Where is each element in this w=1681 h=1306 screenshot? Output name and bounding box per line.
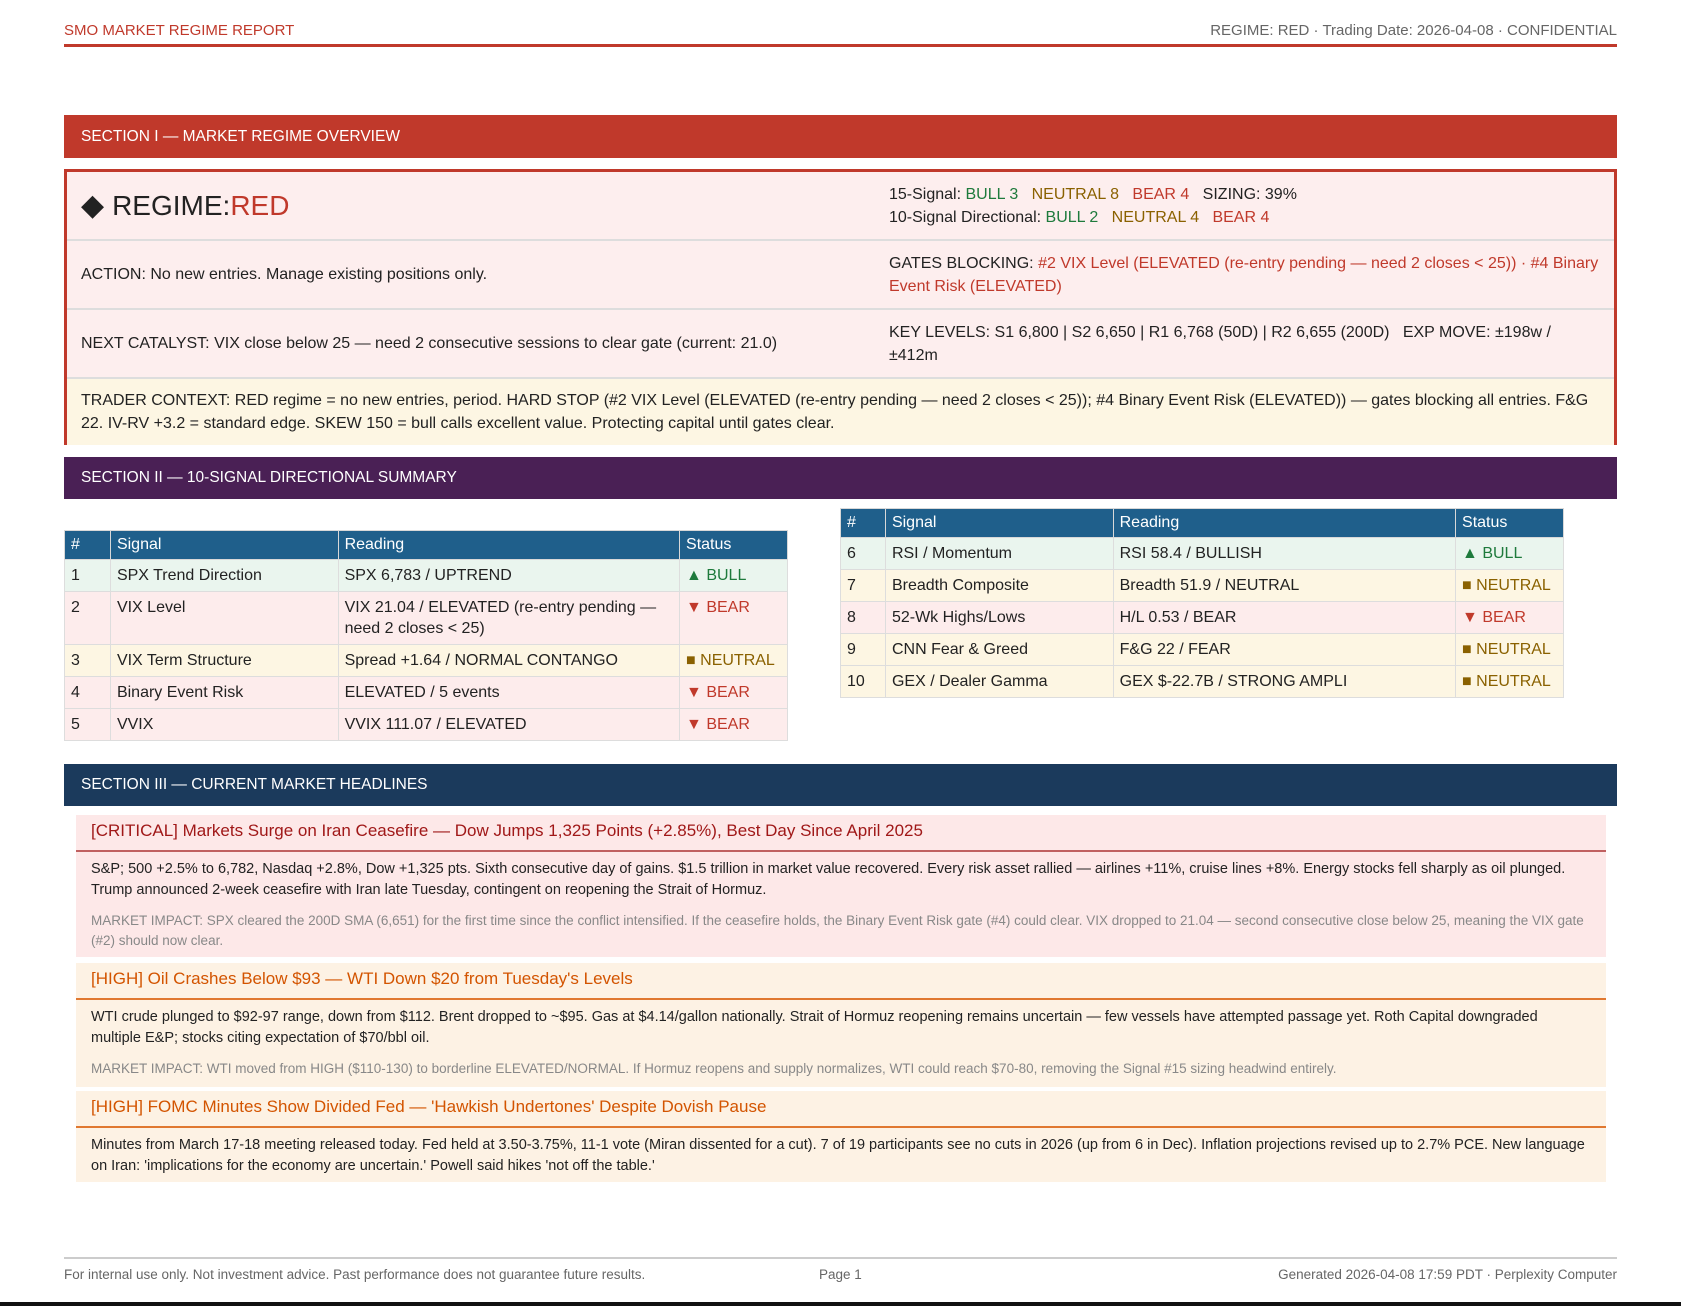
signal-number: 2 [65,592,111,645]
footer-disclaimer: For internal use only. Not investment advice. Past performance does not guarantee future results. [64,1267,646,1282]
status-label: BEAR [706,684,750,701]
triangle-down-icon: ▼ [686,684,702,701]
column-header: Reading [1113,509,1455,538]
signal-status [1456,570,1564,602]
signal-name: VIX Level [110,592,338,645]
signal-15-summary: 15-Signal: BULL 3 NEUTRAL 8 BEAR 4 SIZING: 39% [889,185,1297,203]
table-row [65,645,788,677]
triangle-down-icon: ▼ [1462,609,1478,626]
signal-reading: RSI 58.4 / BULLISH [1113,538,1455,570]
table-row [841,666,1564,698]
signal-status [680,677,788,709]
signal-number: 3 [65,645,111,677]
signal-status [680,709,788,741]
table-header-row [841,509,1564,538]
status-label: BULL [706,567,747,584]
trader-context: TRADER CONTEXT: RED regime = no new entries, period. HARD STOP (#2 VIX Level (ELEVATED (re-entry pending — need 2 closes < 25)); #4 Binary Event Risk (ELEVATED)) — gates blocking all entries. F&G 22. IV-RV +3.2 = standard edge. SKEW 150 = bull calls excellent value. Protecting capital until gates clear. [81,392,1589,432]
column-header: Signal [110,531,338,560]
page-number: Page 1 [819,1267,862,1282]
status-label: NEUTRAL [1476,673,1551,690]
table-row [841,634,1564,666]
headline-card [76,1091,1606,1182]
signal-number: 4 [65,677,111,709]
signal-reading: GEX $-22.7B / STRONG AMPLI [1113,666,1455,698]
signal-number: 1 [65,560,111,592]
signal-number: 8 [841,602,886,634]
square-icon: ■ [1462,673,1472,690]
regime-overview-box [64,169,1617,445]
column-header: Status [1456,509,1564,538]
section-2-header: SECTION II — 10-SIGNAL DIRECTIONAL SUMMARY [64,457,1617,499]
signal-name: VVIX [110,709,338,741]
headline-title: [CRITICAL] Markets Surge on Iran Ceasefire — Dow Jumps 1,325 Points (+2.85%), Best Day Since April 2025 [76,815,1606,852]
signal-name: RSI / Momentum [885,538,1113,570]
table-row [65,709,788,741]
status-label: NEUTRAL [700,652,775,669]
regime-label: REGIME: [112,189,231,221]
square-icon: ■ [686,652,696,669]
table-row [841,538,1564,570]
table-row [841,570,1564,602]
table-row [65,560,788,592]
signal-table-left [64,530,788,741]
signal-name: GEX / Dealer Gamma [885,666,1113,698]
triangle-down-icon: ▼ [686,716,702,733]
table-row [65,677,788,709]
headline-title: [HIGH] Oil Crashes Below $93 — WTI Down $20 from Tuesday's Levels [76,963,1606,1000]
column-header: Signal [885,509,1113,538]
triangle-up-icon: ▲ [1462,545,1478,562]
signal-status [680,645,788,677]
status-label: NEUTRAL [1476,641,1551,658]
headline-impact: MARKET IMPACT: SPX cleared the 200D SMA (6,651) for the first time since the conflict intensified. If the ceasefire holds, the Binary Event Risk gate (#4) could clear. VIX dropped to 21.04 — second consecutive close below 25, meaning the VIX gate (#2) should now clear. [91,913,1584,948]
next-catalyst: NEXT CATALYST: VIX close below 25 — need 2 consecutive sessions to clear gate (current: 21.0) [81,335,778,352]
square-icon: ■ [1462,577,1472,594]
column-header: # [65,531,111,560]
signal-status [1456,602,1564,634]
signal-number: 9 [841,634,886,666]
footer [64,1257,1617,1282]
signal-reading: Breadth 51.9 / NEUTRAL [1113,570,1455,602]
signal-reading: H/L 0.53 / BEAR [1113,602,1455,634]
signal-reading: VVIX 111.07 / ELEVATED [338,709,679,741]
status-label: BEAR [706,716,750,733]
signal-name: Breadth Composite [885,570,1113,602]
regime-value: RED [230,189,290,221]
signal-name: CNN Fear & Greed [885,634,1113,666]
signal-reading: ELEVATED / 5 events [338,677,679,709]
signal-reading: F&G 22 / FEAR [1113,634,1455,666]
signal-number: 6 [841,538,886,570]
signal-name: 52-Wk Highs/Lows [885,602,1113,634]
signal-10-summary: 10-Signal Directional: BULL 2 NEUTRAL 4 BEAR 4 [889,208,1270,226]
headline-body: WTI crude plunged to $92-97 range, down from $112. Brent dropped to ~$95. Gas at $4.14/gallon nationally. Strait of Hormuz reopening remains uncertain — few vessels have attempted passage yet. Roth Capital downgraded multiple E&P; stocks citing expectation of $70/bbl oil. [91,1009,1538,1046]
signal-number: 7 [841,570,886,602]
signal-name: Binary Event Risk [110,677,338,709]
section-3-header: SECTION III — CURRENT MARKET HEADLINES [64,764,1617,806]
signal-table-right [840,508,1564,698]
gates-blocking: GATES BLOCKING: #2 VIX Level (ELEVATED (re-entry pending — need 2 closes < 25)) · #4 Binary Event Risk (ELEVATED) [889,254,1599,295]
signal-status [1456,538,1564,570]
triangle-up-icon: ▲ [686,567,702,584]
status-label: BULL [1482,545,1523,562]
table-header-row [65,531,788,560]
column-header: Status [680,531,788,560]
action-text: ACTION: No new entries. Manage existing positions only. [81,266,488,283]
status-label: BEAR [706,599,750,616]
signal-reading: SPX 6,783 / UPTREND [338,560,679,592]
bottom-border [0,1302,1681,1306]
signal-status [680,592,788,645]
status-label: NEUTRAL [1476,577,1551,594]
signal-status [680,560,788,592]
square-icon: ■ [1462,641,1472,658]
headline-impact: MARKET IMPACT: WTI moved from HIGH ($110-130) to borderline ELEVATED/NORMAL. If Hormuz reopens and supply normalizes, WTI could reach $70-80, removing the Signal #15 sizing headwind entirely. [91,1061,1337,1076]
section-1-header: SECTION I — MARKET REGIME OVERVIEW [64,115,1617,158]
headline-body: S&P; 500 +2.5% to 6,782, Nasdaq +2.8%, Dow +1,325 pts. Sixth consecutive day of gains. $1.5 trillion in market value recovered. Every risk asset rallied — airlines +11%, cruise lines +8%. Energy stocks fell sharply as oil plunged. Trump announced 2-week ceasefire with Iran late Tuesday, contingent on reopening the Strait of Hormuz. [91,861,1566,898]
diamond-icon: ◆ [81,189,105,222]
status-label: BEAR [1482,609,1526,626]
column-header: # [841,509,886,538]
report-header [64,22,1617,47]
signal-name: VIX Term Structure [110,645,338,677]
signal-status [1456,666,1564,698]
headline-title: [HIGH] FOMC Minutes Show Divided Fed — 'Hawkish Undertones' Despite Dovish Pause [76,1091,1606,1128]
table-row [65,592,788,645]
triangle-down-icon: ▼ [686,599,702,616]
headline-card [76,963,1606,1087]
table-row [841,602,1564,634]
report-meta: REGIME: RED · Trading Date: 2026-04-08 · CONFIDENTIAL [1210,22,1617,39]
key-levels: KEY LEVELS: S1 6,800 | S2 6,650 | R1 6,768 (50D) | R2 6,655 (200D) EXP MOVE: ±198w / ±412m [889,323,1556,364]
signal-number: 10 [841,666,886,698]
footer-generated: Generated 2026-04-08 17:59 PDT · Perplexity Computer [1278,1267,1617,1282]
signal-name: SPX Trend Direction [110,560,338,592]
signal-number: 5 [65,709,111,741]
report-title: SMO MARKET REGIME REPORT [64,22,295,39]
signal-status [1456,634,1564,666]
signal-reading: VIX 21.04 / ELEVATED (re-entry pending — need 2 closes < 25) [338,592,679,645]
headline-body: Minutes from March 17-18 meeting released today. Fed held at 3.50-3.75%, 11-1 vote (Miran dissented for a cut). 7 of 19 participants see no cuts in 2026 (up from 6 in Dec). Inflation projections revised up to 2.7% PCE. New language on Iran: 'implications for the economy are uncertain.' Powell said hikes 'not off the table.' [91,1137,1585,1174]
headline-card [76,815,1606,957]
signal-reading: Spread +1.64 / NORMAL CONTANGO [338,645,679,677]
column-header: Reading [338,531,679,560]
